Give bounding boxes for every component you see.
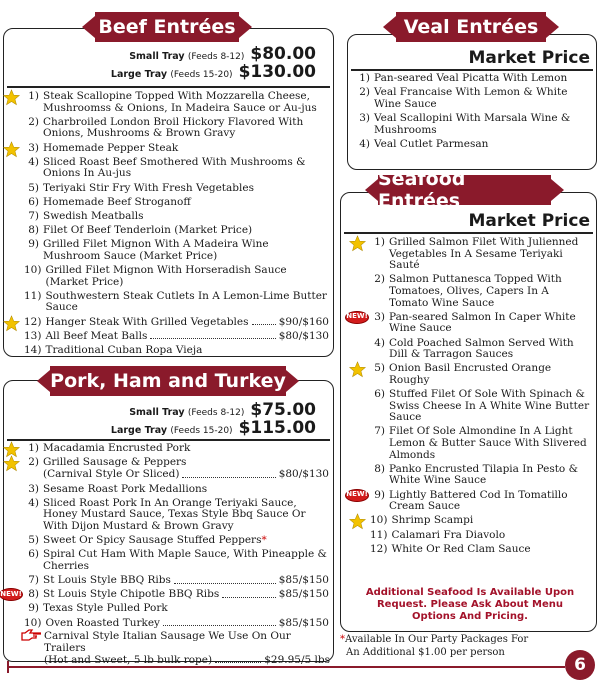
- footnote-asterisk: *: [340, 634, 345, 645]
- item-text: Pan-seared Salmon In Caper White Wine Sauce: [389, 310, 576, 335]
- veal-market-price: Market Price: [468, 48, 590, 68]
- menu-item: [355, 113, 591, 136]
- beef-large-price: $130.00: [238, 62, 316, 82]
- item-text: Onion Basil Encrusted Orange Roughy: [389, 362, 552, 386]
- pork-pricing: [8, 400, 326, 440]
- item-text: Veal Francaise With Lemon & White Wine Sauce: [374, 86, 568, 110]
- pork-divider: [7, 439, 330, 441]
- carnival-line1: Carnival Style Italian Sausage We Use On Our Trailers: [44, 630, 291, 654]
- item-text: Sliced Roast Beef Smothered With Mushrooms & Onions In Au-jus: [43, 155, 306, 180]
- menu-item: [24, 143, 329, 155]
- item-number: 12): [370, 542, 388, 555]
- new-badge: NEW!: [345, 489, 369, 502]
- menu-item: [355, 87, 591, 110]
- menu-item: [24, 498, 329, 533]
- item-text: Sweet Or Spicy Sausage Stuffed Peppers: [43, 534, 262, 547]
- veal-title: Veal Entrées: [403, 16, 539, 38]
- menu-item: [370, 426, 590, 461]
- item-text: Shrimp Scampi: [391, 514, 474, 527]
- item-text: Grilled Salmon Filet With Julienned Vegetables In A Sesame Teriyaki Sauté: [389, 236, 579, 272]
- menu-item: [24, 157, 329, 180]
- item-text: Homemade Beef Stroganoff: [43, 195, 191, 208]
- menu-item: [24, 443, 329, 455]
- item-number: 9): [28, 238, 39, 251]
- menu-item: [370, 274, 590, 309]
- pork-large-label: Large Tray (Feeds 15-20): [110, 425, 233, 436]
- pork-large-price: $115.00: [238, 418, 316, 438]
- beef-banner: [95, 12, 239, 42]
- item-number: 2): [28, 456, 39, 469]
- item-number: 12): [24, 315, 42, 328]
- menu-item: [24, 183, 329, 195]
- beef-title: Beef Entrées: [98, 16, 236, 38]
- item-price: $85/$150: [278, 588, 329, 601]
- item-text: Texas Style Pulled Pork: [43, 602, 168, 615]
- item-number: 3): [28, 141, 39, 154]
- menu-item: [24, 457, 329, 469]
- item-number: 6): [374, 388, 385, 401]
- seafood-note: Additional Seafood Is Available Upon Request. Please Ask About Menu Options And Pricing.: [365, 587, 575, 622]
- pork-small-label: Small Tray (Feeds 8-12): [129, 407, 245, 418]
- menu-item: [0, 588, 329, 601]
- seafood-banner: [378, 168, 551, 212]
- veal-banner: [396, 12, 546, 42]
- star-icon: [349, 235, 366, 252]
- menu-item: [24, 117, 329, 140]
- item-number: 9): [374, 488, 385, 501]
- beef-small-price: $80.00: [250, 44, 316, 64]
- menu-item: [370, 237, 590, 272]
- item-number: 3): [28, 482, 39, 495]
- menu-item: [24, 535, 329, 547]
- menu-item: [24, 345, 329, 357]
- item-text: White Or Red Clam Sauce: [391, 542, 531, 555]
- item-text: Salmon Puttanesca Topped With Tomatoes, Olives, Capers In A Tomato Wine Sauce: [389, 273, 562, 309]
- item-number: 11): [370, 528, 388, 541]
- menu-item: [24, 575, 329, 587]
- item-text: Cold Poached Salmon Served With Dill & Tarragon Sauces: [389, 336, 574, 361]
- item-number: 4): [374, 336, 385, 349]
- menu-item: [24, 603, 329, 615]
- menu-item: [370, 515, 590, 527]
- item-text: Pan-seared Veal Picatta With Lemon: [374, 72, 568, 84]
- menu-item: [355, 139, 591, 151]
- item-text: Sesame Roast Pork Medallions: [43, 482, 208, 495]
- page-number: 6: [565, 650, 595, 680]
- item-number: 14): [24, 344, 42, 356]
- item-text: (Carnival Style Or Sliced): [43, 468, 180, 481]
- footnote-line2: An Additional $1.00 per person: [346, 647, 505, 658]
- item-number: 11): [24, 289, 42, 302]
- item-number: 4): [359, 137, 370, 150]
- item-text: Grilled Filet Mignon With Horseradish Sauce (Market Price): [45, 264, 287, 288]
- item-text: Swedish Meatballs: [43, 209, 144, 222]
- item-number: 2): [359, 86, 370, 99]
- star-icon: [3, 315, 20, 332]
- item-text: Veal Cutlet Parmesan: [374, 137, 489, 150]
- menu-item: [24, 197, 329, 209]
- menu-item: [24, 239, 329, 262]
- menu-item: [370, 530, 590, 542]
- item-text: Macadamia Encrusted Pork: [43, 442, 191, 454]
- item-text: Steak Scallopine Topped With Mozzarella Cheese, Mushroomss & Onions, In Madeira Sauce or Au-jus: [43, 90, 317, 114]
- item-number: 10): [370, 514, 388, 527]
- item-number: 2): [28, 115, 39, 128]
- beef-divider: [7, 86, 330, 88]
- item-text: Grilled Sausage & Peppers: [43, 456, 187, 469]
- pork-banner: [50, 366, 286, 396]
- item-price: $90/$160: [278, 315, 329, 328]
- pork-item-list: [0, 442, 329, 632]
- item-number: 7): [374, 425, 385, 438]
- item-number: 10): [24, 264, 42, 277]
- veal-divider: [351, 69, 593, 71]
- item-price: $80/$130: [278, 329, 329, 342]
- item-text: Charbroiled London Broil Hickory Flavored With Onions, Mushrooms & Brown Gravy: [43, 115, 304, 140]
- beef-large-label: Large Tray (Feeds 15-20): [110, 69, 233, 80]
- item-number: 8): [28, 224, 39, 237]
- item-number: 4): [28, 155, 39, 168]
- item-number: 9): [28, 602, 39, 615]
- item-number: 10): [24, 616, 42, 629]
- item-text: Veal Scallopini With Marsala Wine & Mushrooms: [374, 111, 571, 136]
- menu-item: [24, 618, 329, 630]
- new-badge: NEW!: [345, 311, 369, 324]
- footnote: [340, 633, 550, 659]
- menu-item: [24, 225, 329, 237]
- menu-item: [370, 389, 590, 424]
- carnival-price: $29.95/5 lbs: [264, 654, 330, 666]
- menu-item: [24, 484, 329, 496]
- pork-title: Pork, Ham and Turkey: [50, 370, 286, 392]
- beef-small-label: Small Tray (Feeds 8-12): [129, 51, 245, 62]
- menu-item: [24, 211, 329, 223]
- item-text: Filet Of Beef Tenderloin (Market Price): [43, 224, 253, 237]
- item-text: St Louis Style Chipotle BBQ Ribs: [43, 588, 220, 601]
- item-number: 5): [28, 534, 39, 547]
- veal-item-list: [355, 73, 591, 153]
- item-number: 8): [28, 588, 39, 601]
- item-text: St Louis Style BBQ Ribs: [43, 574, 171, 587]
- item-text: Filet Of Sole Almondine In A Light Lemon & Butter Sauce With Slivered Almonds: [389, 425, 587, 461]
- carnival-sausage: [22, 630, 330, 666]
- item-text: Teriyaki Stir Fry With Fresh Vegetables: [43, 181, 254, 194]
- item-number: 5): [374, 362, 385, 375]
- star-icon: [3, 89, 20, 106]
- item-number: 7): [28, 209, 39, 222]
- item-text: Panko Encrusted Tilapia In Pesto & White Wine Sauce: [389, 462, 578, 487]
- menu-item: [24, 317, 329, 329]
- item-text: Stuffed Filet Of Sole With Spinach & Swiss Cheese In A White Wine Butter Sauce: [389, 388, 590, 424]
- seafood-market-price: Market Price: [468, 211, 590, 231]
- menu-item: [370, 544, 590, 556]
- item-text: All Beef Meat Balls: [45, 329, 148, 342]
- seafood-item-list: [346, 236, 590, 558]
- star-icon: [349, 361, 366, 378]
- item-text: Grilled Filet Mignon With A Madeira Wine Mushroom Sauce (Market Price): [43, 238, 269, 262]
- item-text: Oven Roasted Turkey: [45, 616, 160, 629]
- carnival-line2: (Hot and Sweet, 5 lb bulk rope): [44, 654, 213, 666]
- menu-item: [24, 549, 329, 572]
- menu-item: [24, 331, 329, 343]
- menu-item: [370, 464, 590, 487]
- item-number: 1): [374, 236, 385, 248]
- item-number: 4): [28, 496, 39, 509]
- menu-item: [24, 291, 329, 314]
- item-price: $85/$150: [278, 574, 329, 587]
- footnote-line1: Available In Our Party Packages For: [345, 634, 529, 645]
- menu-item: [24, 91, 329, 114]
- menu-item: [370, 338, 590, 361]
- item-text: Traditional Cuban Ropa Vieja: [45, 344, 203, 356]
- item-price: $80/$130: [278, 468, 329, 481]
- item-text: Homemade Pepper Steak: [43, 141, 179, 154]
- item-number: 7): [28, 574, 39, 587]
- item-text: Sliced Roast Pork In An Orange Teriyaki Sauce, Honey Mustard Sauce, Texas Style Bbq Sauce Or With Dijon Mustard & Brown Gravy: [43, 496, 306, 532]
- item-text: Lightly Battered Cod In Tomatillo Cream Sauce: [389, 488, 568, 513]
- page-bar: [8, 666, 565, 668]
- star-icon: [3, 455, 20, 472]
- beef-pricing: [8, 44, 326, 84]
- menu-item: [24, 469, 329, 481]
- new-badge: NEW!: [0, 588, 23, 601]
- menu-item: [355, 73, 591, 85]
- pork-small-price: $75.00: [250, 400, 316, 420]
- item-number: 6): [28, 195, 39, 208]
- item-text: Hanger Steak With Grilled Vegetables: [45, 315, 249, 328]
- beef-item-list: [24, 91, 329, 359]
- item-number: 2): [374, 273, 385, 286]
- star-icon: [349, 513, 366, 530]
- item-text: Calamari Fra Diavolo: [391, 528, 506, 541]
- pointing-hand-icon: [20, 628, 42, 642]
- item-number: 6): [28, 548, 39, 561]
- item-number: 1): [28, 442, 39, 454]
- item-asterisk: *: [261, 534, 267, 547]
- item-number: 5): [28, 181, 39, 194]
- menu-item: [346, 310, 590, 335]
- item-number: 3): [374, 310, 385, 323]
- item-number: 1): [28, 90, 39, 102]
- item-number: 3): [359, 111, 370, 124]
- seafood-title: Seafood Entrées: [378, 168, 466, 212]
- item-number: 13): [24, 329, 42, 342]
- menu-item: [346, 488, 590, 513]
- item-price: $85/$150: [278, 616, 329, 629]
- star-icon: [3, 141, 20, 158]
- menu-item: [24, 265, 329, 288]
- menu-item: [370, 363, 590, 386]
- seafood-divider: [344, 232, 593, 234]
- item-text: Southwestern Steak Cutlets In A Lemon-Lime Butter Sauce: [45, 289, 327, 314]
- item-text: Spiral Cut Ham With Maple Sauce, With Pineapple & Cherries: [43, 548, 327, 572]
- item-number: [24, 469, 43, 481]
- item-number: 1): [359, 72, 370, 84]
- item-number: 8): [374, 462, 385, 475]
